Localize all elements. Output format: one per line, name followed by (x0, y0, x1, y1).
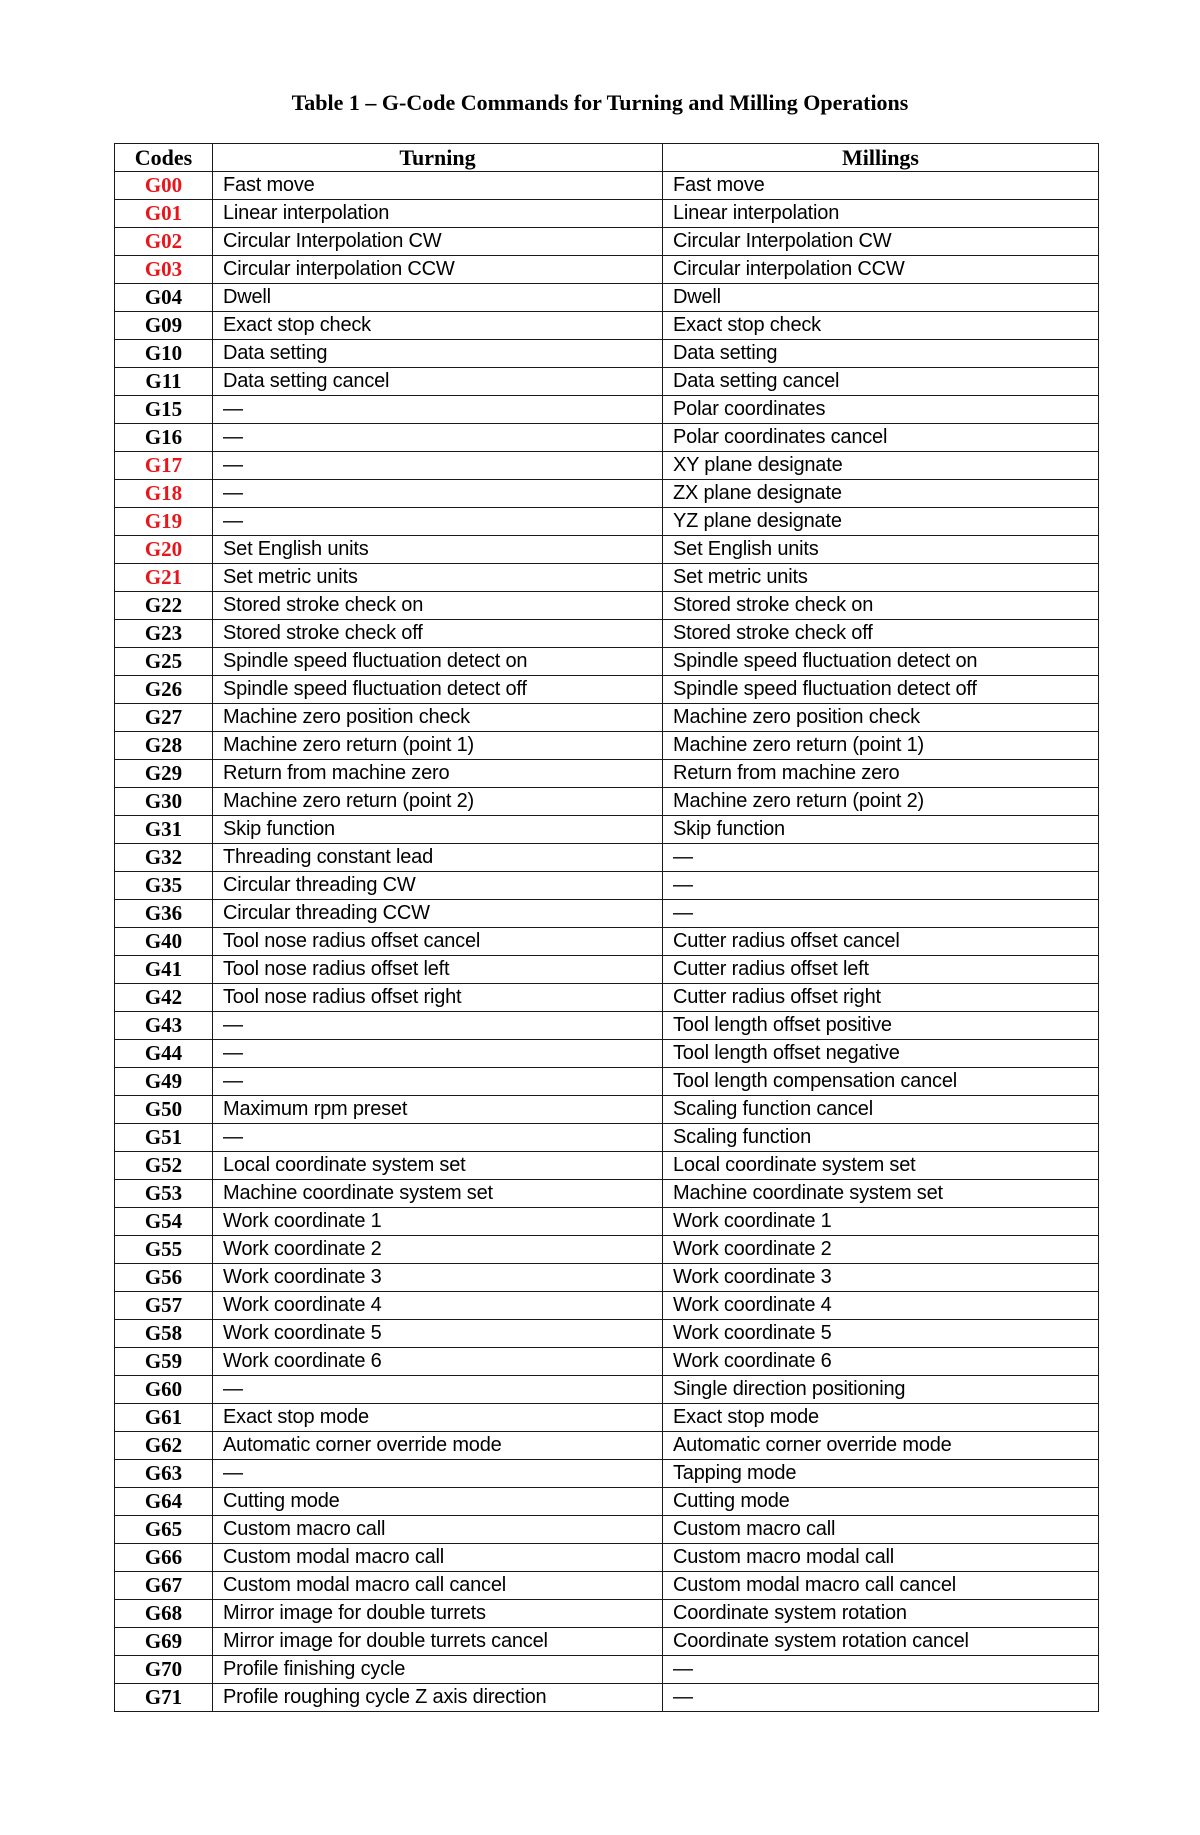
turning-cell: — (213, 480, 663, 508)
milling-cell: Local coordinate system set (663, 1152, 1099, 1180)
turning-cell: — (213, 396, 663, 424)
turning-cell: Skip function (213, 816, 663, 844)
milling-cell: Work coordinate 6 (663, 1348, 1099, 1376)
code-cell: G65 (115, 1516, 213, 1544)
table-row (115, 928, 1099, 956)
code-cell: G15 (115, 396, 213, 424)
milling-cell: Custom macro call (663, 1516, 1099, 1544)
turning-cell: Exact stop check (213, 312, 663, 340)
milling-cell: Fast move (663, 172, 1099, 200)
milling-cell: Custom macro modal call (663, 1544, 1099, 1572)
turning-cell: Cutting mode (213, 1488, 663, 1516)
code-cell: G40 (115, 928, 213, 956)
table-row (115, 1264, 1099, 1292)
turning-cell: Custom modal macro call (213, 1544, 663, 1572)
milling-cell: Exact stop check (663, 312, 1099, 340)
turning-cell: — (213, 1068, 663, 1096)
code-cell: G71 (115, 1684, 213, 1712)
turning-cell: Circular Interpolation CW (213, 228, 663, 256)
table-row (115, 368, 1099, 396)
turning-cell: Stored stroke check off (213, 620, 663, 648)
milling-cell: — (663, 1684, 1099, 1712)
table-row (115, 676, 1099, 704)
milling-cell: Data setting cancel (663, 368, 1099, 396)
milling-cell: Work coordinate 3 (663, 1264, 1099, 1292)
code-cell: G04 (115, 284, 213, 312)
table-row (115, 172, 1099, 200)
code-cell: G10 (115, 340, 213, 368)
turning-cell: Spindle speed fluctuation detect off (213, 676, 663, 704)
milling-cell: XY plane designate (663, 452, 1099, 480)
milling-cell: Polar coordinates (663, 396, 1099, 424)
code-cell: G49 (115, 1068, 213, 1096)
table-row (115, 452, 1099, 480)
table-row (115, 1432, 1099, 1460)
code-cell: G66 (115, 1544, 213, 1572)
table-row (115, 1152, 1099, 1180)
code-cell: G16 (115, 424, 213, 452)
milling-cell: Tapping mode (663, 1460, 1099, 1488)
table-row (115, 1404, 1099, 1432)
milling-cell: Exact stop mode (663, 1404, 1099, 1432)
turning-cell: Profile finishing cycle (213, 1656, 663, 1684)
turning-cell: Linear interpolation (213, 200, 663, 228)
table-row (115, 1684, 1099, 1712)
turning-cell: Work coordinate 5 (213, 1320, 663, 1348)
turning-cell: Automatic corner override mode (213, 1432, 663, 1460)
table-row (115, 1348, 1099, 1376)
turning-cell: Circular interpolation CCW (213, 256, 663, 284)
code-cell: G11 (115, 368, 213, 396)
table-row (115, 228, 1099, 256)
code-cell: G22 (115, 592, 213, 620)
table-row (115, 984, 1099, 1012)
milling-cell: Set metric units (663, 564, 1099, 592)
table-row (115, 396, 1099, 424)
table-header-row (115, 144, 1099, 172)
table-body (115, 172, 1099, 1712)
milling-cell: Scaling function cancel (663, 1096, 1099, 1124)
milling-cell: Coordinate system rotation cancel (663, 1628, 1099, 1656)
code-cell: G51 (115, 1124, 213, 1152)
turning-cell: Circular threading CCW (213, 900, 663, 928)
turning-cell: — (213, 1124, 663, 1152)
table-row (115, 1600, 1099, 1628)
turning-cell: Fast move (213, 172, 663, 200)
code-cell: G52 (115, 1152, 213, 1180)
table-row (115, 760, 1099, 788)
milling-cell: Circular interpolation CCW (663, 256, 1099, 284)
table-row (115, 312, 1099, 340)
code-cell: G61 (115, 1404, 213, 1432)
milling-cell: Single direction positioning (663, 1376, 1099, 1404)
turning-cell: Work coordinate 3 (213, 1264, 663, 1292)
code-cell: G36 (115, 900, 213, 928)
milling-cell: Dwell (663, 284, 1099, 312)
table-row (115, 200, 1099, 228)
table-row (115, 1488, 1099, 1516)
code-cell: G29 (115, 760, 213, 788)
code-cell: G44 (115, 1040, 213, 1068)
turning-cell: Return from machine zero (213, 760, 663, 788)
milling-cell: Coordinate system rotation (663, 1600, 1099, 1628)
turning-cell: Threading constant lead (213, 844, 663, 872)
code-cell: G64 (115, 1488, 213, 1516)
milling-cell: Data setting (663, 340, 1099, 368)
code-cell: G26 (115, 676, 213, 704)
milling-cell: Machine zero return (point 2) (663, 788, 1099, 816)
table-row (115, 508, 1099, 536)
turning-cell: Set metric units (213, 564, 663, 592)
turning-cell: Custom macro call (213, 1516, 663, 1544)
table-row (115, 1096, 1099, 1124)
turning-cell: Mirror image for double turrets cancel (213, 1628, 663, 1656)
turning-cell: Custom modal macro call cancel (213, 1572, 663, 1600)
table-row (115, 424, 1099, 452)
code-cell: G69 (115, 1628, 213, 1656)
milling-cell: Cutter radius offset right (663, 984, 1099, 1012)
turning-cell: — (213, 1376, 663, 1404)
milling-cell: Machine coordinate system set (663, 1180, 1099, 1208)
code-cell: G17 (115, 452, 213, 480)
milling-cell: Tool length offset negative (663, 1040, 1099, 1068)
turning-cell: Spindle speed fluctuation detect on (213, 648, 663, 676)
milling-cell: Work coordinate 5 (663, 1320, 1099, 1348)
code-cell: G28 (115, 732, 213, 760)
table-row (115, 256, 1099, 284)
milling-cell: ZX plane designate (663, 480, 1099, 508)
code-cell: G59 (115, 1348, 213, 1376)
code-cell: G54 (115, 1208, 213, 1236)
milling-cell: Return from machine zero (663, 760, 1099, 788)
code-cell: G20 (115, 536, 213, 564)
code-cell: G02 (115, 228, 213, 256)
milling-cell: — (663, 872, 1099, 900)
turning-cell: Maximum rpm preset (213, 1096, 663, 1124)
table-row (115, 1628, 1099, 1656)
table-row (115, 620, 1099, 648)
milling-cell: Spindle speed fluctuation detect on (663, 648, 1099, 676)
turning-cell: Work coordinate 6 (213, 1348, 663, 1376)
table-row (115, 1068, 1099, 1096)
code-cell: G55 (115, 1236, 213, 1264)
turning-cell: Data setting cancel (213, 368, 663, 396)
turning-cell: Exact stop mode (213, 1404, 663, 1432)
milling-cell: Cutter radius offset cancel (663, 928, 1099, 956)
table-row (115, 1040, 1099, 1068)
milling-cell: Custom modal macro call cancel (663, 1572, 1099, 1600)
turning-cell: — (213, 424, 663, 452)
table-row (115, 1656, 1099, 1684)
code-cell: G42 (115, 984, 213, 1012)
milling-cell: Stored stroke check off (663, 620, 1099, 648)
table-row (115, 1544, 1099, 1572)
milling-cell: Machine zero return (point 1) (663, 732, 1099, 760)
code-cell: G21 (115, 564, 213, 592)
code-cell: G58 (115, 1320, 213, 1348)
table-row (115, 648, 1099, 676)
table-row (115, 536, 1099, 564)
turning-cell: Profile roughing cycle Z axis direction (213, 1684, 663, 1712)
turning-cell: Mirror image for double turrets (213, 1600, 663, 1628)
turning-cell: — (213, 508, 663, 536)
turning-cell: Machine zero return (point 1) (213, 732, 663, 760)
milling-cell: Cutting mode (663, 1488, 1099, 1516)
table-row (115, 844, 1099, 872)
code-cell: G43 (115, 1012, 213, 1040)
code-cell: G01 (115, 200, 213, 228)
milling-cell: — (663, 844, 1099, 872)
table-row (115, 1208, 1099, 1236)
code-cell: G70 (115, 1656, 213, 1684)
code-cell: G53 (115, 1180, 213, 1208)
turning-cell: Machine zero return (point 2) (213, 788, 663, 816)
table-row (115, 732, 1099, 760)
turning-cell: Tool nose radius offset left (213, 956, 663, 984)
table-row (115, 1180, 1099, 1208)
milling-cell: Cutter radius offset left (663, 956, 1099, 984)
milling-cell: Work coordinate 2 (663, 1236, 1099, 1264)
milling-cell: Skip function (663, 816, 1099, 844)
turning-cell: Local coordinate system set (213, 1152, 663, 1180)
table-row (115, 1012, 1099, 1040)
turning-cell: Circular threading CW (213, 872, 663, 900)
code-cell: G35 (115, 872, 213, 900)
code-cell: G09 (115, 312, 213, 340)
table-row (115, 704, 1099, 732)
table-row (115, 1572, 1099, 1600)
table-row (115, 1516, 1099, 1544)
milling-cell: Set English units (663, 536, 1099, 564)
turning-cell: Tool nose radius offset right (213, 984, 663, 1012)
code-cell: G63 (115, 1460, 213, 1488)
code-cell: G68 (115, 1600, 213, 1628)
milling-cell: Polar coordinates cancel (663, 424, 1099, 452)
table-row (115, 480, 1099, 508)
page-title: Table 1 – G-Code Commands for Turning and Milling Operations (291, 90, 909, 115)
turning-cell: Dwell (213, 284, 663, 312)
table-row (115, 788, 1099, 816)
code-cell: G00 (115, 172, 213, 200)
milling-cell: Scaling function (663, 1124, 1099, 1152)
turning-cell: — (213, 452, 663, 480)
table-row (115, 872, 1099, 900)
code-cell: G56 (115, 1264, 213, 1292)
turning-cell: Machine zero position check (213, 704, 663, 732)
turning-cell: Data setting (213, 340, 663, 368)
header-turning: Turning (213, 144, 663, 172)
turning-cell: Tool nose radius offset cancel (213, 928, 663, 956)
turning-cell: Work coordinate 2 (213, 1236, 663, 1264)
milling-cell: Work coordinate 1 (663, 1208, 1099, 1236)
code-cell: G30 (115, 788, 213, 816)
table-row (115, 956, 1099, 984)
code-cell: G50 (115, 1096, 213, 1124)
code-cell: G23 (115, 620, 213, 648)
code-cell: G32 (115, 844, 213, 872)
turning-cell: Work coordinate 1 (213, 1208, 663, 1236)
table-row (115, 1376, 1099, 1404)
milling-cell: Automatic corner override mode (663, 1432, 1099, 1460)
table-row (115, 592, 1099, 620)
code-cell: G27 (115, 704, 213, 732)
code-cell: G60 (115, 1376, 213, 1404)
table-row (115, 1236, 1099, 1264)
milling-cell: — (663, 900, 1099, 928)
milling-cell: Work coordinate 4 (663, 1292, 1099, 1320)
code-cell: G67 (115, 1572, 213, 1600)
milling-cell: YZ plane designate (663, 508, 1099, 536)
turning-cell: Work coordinate 4 (213, 1292, 663, 1320)
code-cell: G31 (115, 816, 213, 844)
table-row (115, 1320, 1099, 1348)
code-cell: G25 (115, 648, 213, 676)
code-cell: G03 (115, 256, 213, 284)
table-row (115, 1460, 1099, 1488)
turning-cell: Machine coordinate system set (213, 1180, 663, 1208)
turning-cell: — (213, 1040, 663, 1068)
gcode-table (114, 143, 1099, 1712)
table-row (115, 284, 1099, 312)
milling-cell: Stored stroke check on (663, 592, 1099, 620)
table-row (115, 340, 1099, 368)
milling-cell: Tool length offset positive (663, 1012, 1099, 1040)
turning-cell: — (213, 1460, 663, 1488)
code-cell: G19 (115, 508, 213, 536)
table-row (115, 1124, 1099, 1152)
table-row (115, 900, 1099, 928)
turning-cell: — (213, 1012, 663, 1040)
table-row (115, 1292, 1099, 1320)
milling-cell: Circular Interpolation CW (663, 228, 1099, 256)
header-codes: Codes (115, 144, 213, 172)
turning-cell: Set English units (213, 536, 663, 564)
turning-cell: Stored stroke check on (213, 592, 663, 620)
milling-cell: — (663, 1656, 1099, 1684)
milling-cell: Linear interpolation (663, 200, 1099, 228)
code-cell: G62 (115, 1432, 213, 1460)
code-cell: G57 (115, 1292, 213, 1320)
code-cell: G41 (115, 956, 213, 984)
header-milling: Millings (663, 144, 1099, 172)
code-cell: G18 (115, 480, 213, 508)
milling-cell: Spindle speed fluctuation detect off (663, 676, 1099, 704)
milling-cell: Machine zero position check (663, 704, 1099, 732)
table-row (115, 816, 1099, 844)
table-row (115, 564, 1099, 592)
milling-cell: Tool length compensation cancel (663, 1068, 1099, 1096)
